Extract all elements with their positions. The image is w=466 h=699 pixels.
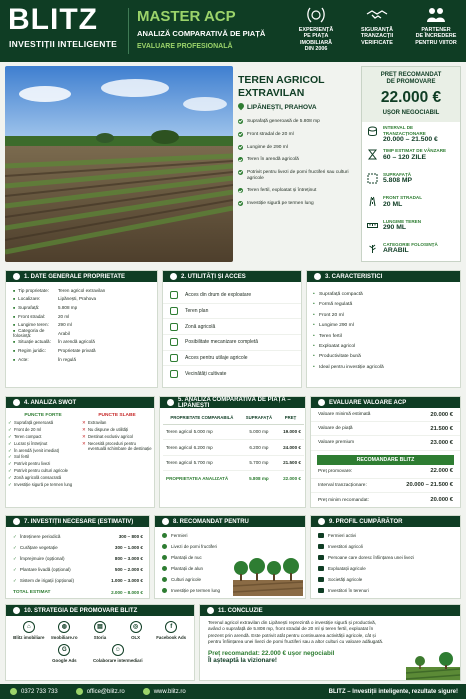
store-icon: ▤: [94, 621, 106, 633]
highlight-item: Investiție sigură pe termen lung: [238, 201, 356, 207]
section-features: [306, 270, 461, 388]
road-icon: [170, 291, 178, 299]
highlight-item: Teren în arendă agricolă: [238, 157, 356, 163]
brand-logo: BLITZ: [8, 3, 98, 36]
buyer-item: Societăți agricole: [311, 574, 460, 585]
highlight-item: Suprafață generoasă de 5.808 mp: [238, 119, 356, 125]
data-row: ■ Suprafață: 5.808 mp: [6, 303, 157, 312]
section-header: 3. CARACTERISTICI: [307, 271, 460, 282]
field-icon: [170, 370, 178, 378]
highlight-item: Front stradal de 20 ml: [238, 132, 356, 138]
buyer-item: Investitori în terenuri: [311, 585, 460, 596]
price-box: [361, 66, 461, 262]
conclusion-closing: Îl așteaptă la vizionare!: [208, 657, 277, 665]
recommended-item: Livezi de pomi fructiferi: [155, 541, 235, 552]
channel-olx[interactable]: ◎ OLX: [118, 621, 154, 640]
recommendation-row: Interval tranzacționare: 20.000 – 21.500 €: [311, 479, 460, 493]
footer-website[interactable]: www.blitz.ro: [143, 688, 186, 695]
fact-area: SUPRAFAȚĂ 5.808 MP: [362, 169, 460, 192]
utility-item: Acces pentru utilaje agricole: [163, 351, 301, 367]
orchard-illustration: [233, 546, 303, 596]
property-location: LIPĂNEȘTI, PRAHOVA: [238, 103, 356, 111]
coins-icon: [367, 126, 378, 137]
recommendation-row: Preț minim recomandat: 20.000 €: [318, 497, 453, 504]
fact-time: TIMP ESTIMAT DE VÂNZARE 60 – 120 ZILE: [362, 145, 460, 168]
table-row: ✓ Împrejmuire (opțional) 800 – 3.000 €: [6, 553, 149, 564]
recommended-item: Culturi agricole: [155, 574, 235, 585]
fact-length: LUNGIME TEREN 290 ML: [362, 216, 460, 239]
utility-item: Acces din drum de exploatare: [163, 288, 301, 304]
strength-item: ✓ Front de 20 ml: [6, 427, 80, 432]
channel-storia[interactable]: ▤ Storia: [82, 621, 118, 640]
footer-slogan: BLITZ – Investiții inteligente, rezultate sigure!: [328, 688, 458, 695]
strength-item: ✓ Potrivit pentru livezi: [6, 461, 80, 466]
data-row: ■ Lungime teren: 290 ml: [6, 320, 157, 329]
section-swot: [5, 396, 155, 508]
utility-item: Posibilitate mecanizare completă: [163, 335, 301, 351]
footer: [0, 684, 466, 699]
section-header: 8. RECOMANDAT PENTRU: [155, 516, 305, 527]
strength-item: ✓ În arendă (venit imediat): [6, 448, 80, 453]
recommended-item: Fermieri: [155, 530, 235, 541]
map-pin-icon: [237, 102, 245, 110]
recommended-item: Plantații de alun: [155, 563, 235, 574]
weakness-item: ✕ Nu dispune de utilități: [80, 427, 154, 432]
star-icon: [314, 273, 321, 280]
data-row: ■ Categoria de folosință: Arabil: [6, 329, 157, 338]
crop-icon: [367, 243, 378, 254]
brand-tagline: INVESTIȚII INTELIGENTE: [9, 39, 118, 49]
comparison-table: [163, 412, 304, 486]
strength-item: ✓ Teren compact: [6, 434, 80, 439]
utility-item: Zonă agricolă: [163, 319, 301, 335]
feature-item: • Teren fertil: [307, 332, 460, 342]
fact-frontage: FRONT STRADAL 20 ML: [362, 192, 460, 215]
badge-experience: EXPERIENȚĂ PE PIAȚA IMOBILIARĂ DIN 2006: [288, 6, 344, 52]
section-promotion-strategy: [5, 604, 195, 681]
recommended-item: Plantații de nuc: [155, 552, 235, 563]
badge-partner: PARTENER DE ÎNCREDERE PENTRU VIITOR: [408, 6, 464, 46]
area-icon: [367, 173, 378, 184]
check-icon: [207, 607, 214, 614]
feature-item: • Ideal pentru investiție agricolă: [307, 363, 460, 373]
section-header: EVALUARE VALOARE ACP: [311, 397, 460, 408]
feature-item: • Formă regulată: [307, 300, 460, 310]
data-row: ■ Localizare: Lipănești, Prahova: [6, 295, 157, 304]
col-header: PROPRIETATE COMPARABILĂ: [163, 412, 241, 424]
table-row: ✓ Plantare livadă (opțional) 500 – 2.000 €: [6, 564, 149, 575]
home-icon: ⌂: [23, 621, 35, 633]
partners-icon: [425, 6, 447, 24]
price-value: 22.000 €: [380, 89, 442, 106]
target-icon: [162, 518, 169, 525]
fact-category: CATEGORIE FOLOSINȚĂ ARABIL: [362, 239, 460, 262]
ruler-icon: [367, 220, 378, 231]
facebook-icon: f: [165, 621, 177, 633]
property-highlights: [238, 119, 356, 207]
header-divider: [128, 8, 129, 54]
utility-item: Teren plan: [163, 304, 301, 320]
section-buyer-profile: [310, 515, 461, 599]
valuation-row: Valoare de piață 21.500 €: [311, 422, 460, 436]
recommendation-title: RECOMANDARE BLITZ: [317, 455, 454, 465]
section-recommended-for: [154, 515, 306, 599]
recommended-item: Investiție pe termen lung: [155, 585, 235, 596]
megaphone-icon: [13, 607, 20, 614]
opportunity-item: ✓ Potrivit pentru culturi agricole: [6, 468, 154, 473]
conclusion-price: Preț recomandat: 22.000 € ușor negociabil: [208, 649, 335, 657]
property-info: [238, 66, 356, 262]
highlight-item: Lungime de 290 ml: [238, 145, 356, 151]
channel-intermediaries[interactable]: ☺ Colaborare intermediari: [82, 644, 153, 663]
valuation-row: Valoare minimă estimată 20.000 €: [311, 408, 460, 422]
handshake-icon: [366, 6, 388, 24]
info-icon: [13, 273, 20, 280]
laurel-icon: [305, 6, 327, 24]
google-icon: G: [58, 644, 70, 656]
chart-icon: [13, 399, 20, 406]
table-row: ✓ Întreținere periodică 300 – 800 €: [6, 531, 149, 542]
section-header: 5. ANALIZA COMPARATIVĂ DE PIAȚĂ – LIPĂNEȘTI: [160, 397, 305, 408]
section-utilities: [162, 270, 302, 388]
data-row: ■ Situație actuală: În arendă agricolă: [6, 338, 157, 347]
section-market-comparison: [159, 396, 306, 508]
hourglass-icon: [367, 149, 378, 160]
footer-phone[interactable]: 0372 733 733: [10, 688, 58, 695]
olx-icon: ◎: [130, 621, 142, 633]
product-subtitle: ANALIZĂ COMPARATIVĂ DE PIAȚĂ: [137, 29, 266, 38]
weakness-item: ✕ Destinat exclusiv agricol: [80, 434, 154, 439]
section-header: 4. ANALIZA SWOT: [6, 397, 154, 408]
footer-email[interactable]: office@blitz.ro: [76, 688, 125, 695]
section-general-data: [5, 270, 158, 388]
total-row: PROPRIETATEA ANALIZATĂ 5.808 mp 22.000 €: [166, 475, 301, 481]
feature-item: • Front 20 ml: [307, 311, 460, 321]
header: [0, 0, 466, 62]
bolt-icon: [170, 273, 177, 280]
channel-blitz[interactable]: ⌂ Blitz imobiliare: [11, 621, 47, 640]
globe-icon: [143, 688, 150, 695]
buyer-item: Persoane care doresc înființarea unei livezi: [311, 552, 460, 563]
data-row: ■ Acte: În regulă: [6, 355, 157, 364]
strength-item: ✓ Suprafață generoasă: [6, 420, 80, 425]
table-row: Teren agricol 5.000 mp 5.000 mp 19.000 €: [163, 424, 304, 440]
price-negotiable: UȘOR NEGOCIABIL: [382, 110, 440, 116]
strength-item: ✓ Sol fertil: [6, 454, 80, 459]
data-row: ■ Front stradal: 20 ml: [6, 312, 157, 321]
conclusion-text: Terenul agricol extravilan din Lipănești reprezintă o investiție sigură și productivă, având o suprafață de 5.808 mp, front stradal de 20 ml și teren fertil, exploatat în prezent prin arendă. Este potrivit atât pentru continuarea activității agricole, cât și pentru înființarea unei livezi de pomi fructiferi sau a altor culturi cu valoare adăugată.: [208, 620, 384, 645]
feature-item: • Exploatat agricol: [307, 342, 460, 352]
machine-icon: [170, 354, 178, 362]
recommended-price: PREȚ RECOMANDAT DE PROMOVARE 22.000 € UȘOR NEGOCIABIL: [362, 67, 460, 122]
section-valuation: [310, 396, 461, 508]
section-investments: [5, 515, 150, 599]
weaknesses-title: PUNCTE SLABE: [98, 413, 136, 418]
utility-item: Vecinătăți cultivate: [163, 366, 301, 382]
feature-item: • Suprafață compactă: [307, 290, 460, 300]
table-row: Teren agricol 5.700 mp 5.700 mp 21.500 €: [163, 455, 304, 471]
feature-item: • Productivitate bună: [307, 352, 460, 362]
highlight-item: Teren fertil, exploatat și întreținut: [238, 188, 356, 194]
compare-icon: [167, 399, 174, 406]
channel-facebook[interactable]: f Facebook Ads: [153, 621, 189, 640]
feature-item: • Lungime 290 ml: [307, 321, 460, 331]
table-row: ✓ Curățare vegetație 300 – 1.000 €: [6, 542, 149, 553]
plain-icon: [170, 307, 178, 315]
product-title: MASTER ACP: [137, 8, 236, 25]
phone-icon: [10, 688, 17, 695]
fact-interval: INTERVAL DE TRANZACȚIONARE 20.000 – 21.500 €: [362, 122, 460, 145]
mail-icon: [76, 688, 83, 695]
section-conclusion: [199, 604, 461, 681]
section-header: 1. DATE GENERALE PROPRIETATE: [6, 271, 157, 282]
section-header: 2. UTILITĂȚI ȘI ACCES: [163, 271, 301, 282]
table-row: Teren agricol 6.200 mp 6.200 mp 24.000 €: [163, 440, 304, 456]
table-row: ✓ Sistem de irigații (opțional) 1.000 – 3.000 €: [6, 575, 149, 586]
recommendation-row: Preț promovare: 22.000 €: [311, 465, 460, 479]
col-header: PREȚ: [277, 412, 304, 424]
leaf-icon: [170, 323, 178, 331]
data-row: ■ Regim juridic: Proprietate privată: [6, 346, 157, 355]
channel-imobiliare[interactable]: ◍ Imobiliare.ro: [47, 621, 83, 640]
wrench-icon: [13, 518, 20, 525]
valuation-row: Valoare premium 23.000 €: [311, 436, 460, 450]
opportunity-item: ✓ Investiție sigură pe termen lung: [6, 482, 154, 487]
property-photo: [5, 66, 233, 262]
section-header: 11. CONCLUZIE: [200, 605, 460, 616]
buyer-item: Fermieri activi: [311, 530, 460, 541]
road-icon: [367, 196, 378, 207]
section-header: 7. INVESTIȚII NECESARE (ESTIMATIV): [6, 516, 149, 527]
people-icon: ☺: [112, 644, 124, 656]
tractor-icon: [170, 338, 178, 346]
section-header: 9. PROFIL CUMPĂRĂTOR: [311, 516, 460, 527]
calculator-icon: [318, 399, 325, 406]
globe-icon: ◍: [58, 621, 70, 633]
col-header: SUPRAFAȚĂ: [241, 412, 277, 424]
strengths-title: PUNCTE FORTE: [24, 413, 62, 418]
channel-google[interactable]: G Google Ads: [47, 644, 83, 663]
user-icon: [318, 518, 325, 525]
highlight-item: Potrivit pentru livezi de pomi fructiferi sau culturi agricole: [238, 170, 356, 181]
landscape-illustration: [406, 649, 460, 681]
badge-safety: SIGURANȚĂ TRANZACȚII VERIFICATE: [349, 6, 405, 46]
opportunity-item: ✓ Zonă agricolă consacrată: [6, 475, 154, 480]
total-row: TOTAL ESTIMAT 2.000 – 8.000 €: [13, 590, 143, 595]
property-title: TEREN AGRICOL EXTRAVILAN: [238, 74, 325, 99]
buyer-item: Exploatații agricole: [311, 563, 460, 574]
investment-table: [6, 531, 149, 599]
buyer-item: Investitori agricoli: [311, 541, 460, 552]
product-subtitle-2: EVALUARE PROFESIONALĂ: [137, 43, 233, 50]
weakness-item: ✕ Extravilan: [80, 420, 154, 425]
strength-item: ✓ Lucrat și întreținut: [6, 441, 80, 446]
weakness-item: ✕ Necesită proceduri pentru eventuală schimbare de destinație: [80, 441, 154, 451]
section-header: 10. STRATEGIA DE PROMOVARE BLITZ: [6, 605, 194, 616]
data-row: ■ Tip proprietate: Teren agricol extravilan: [6, 286, 157, 295]
